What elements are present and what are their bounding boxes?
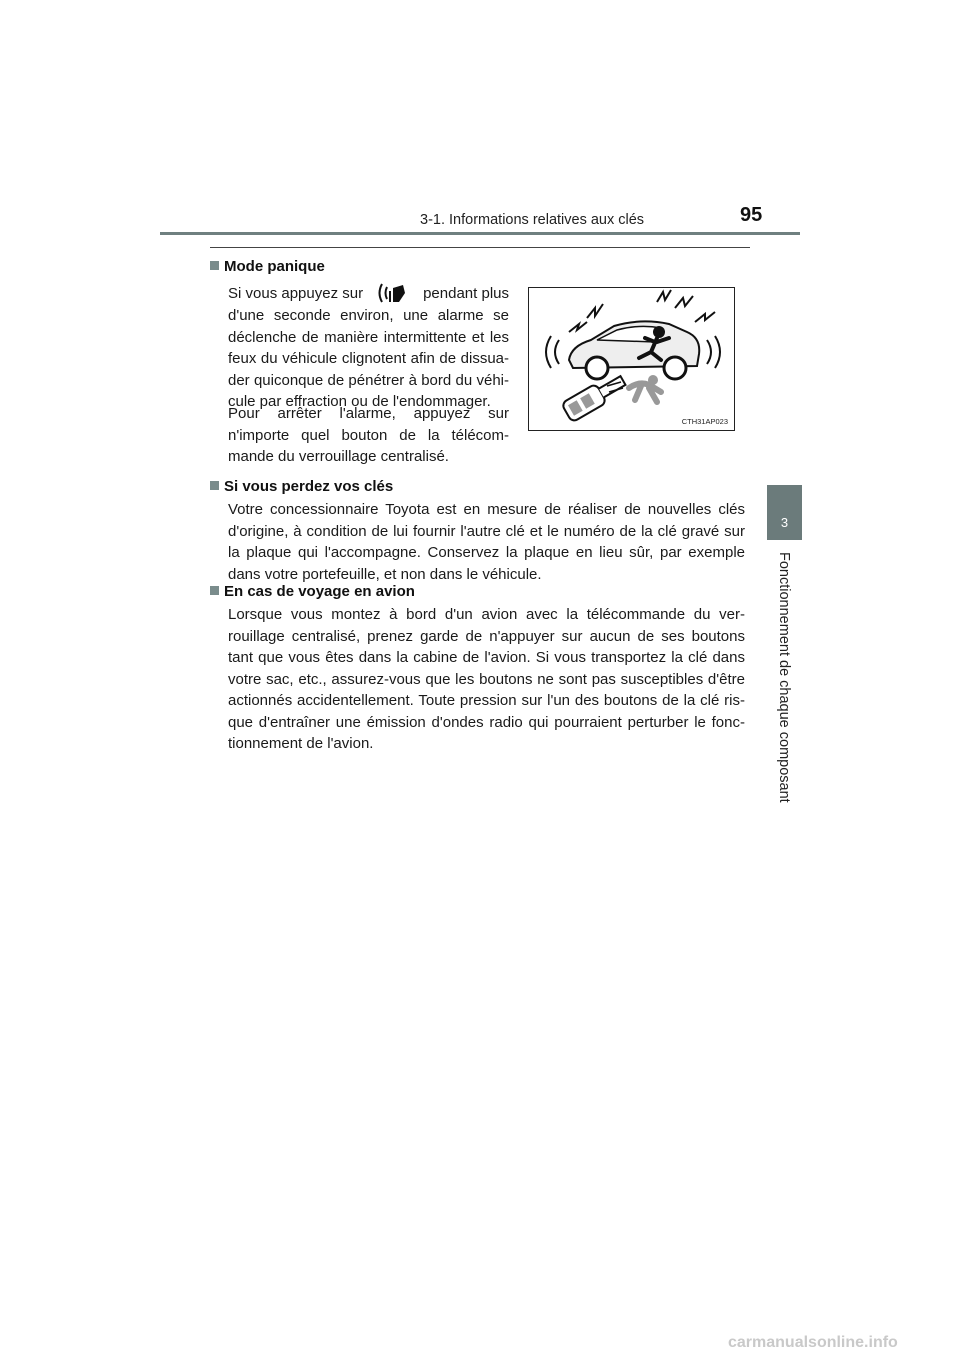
panic-first-line xyxy=(228,283,509,305)
panic-paragraph-1: d'une seconde environ, une alarme se déclenche de manière intermittente et les feux du véhicule clignotent afin de dissua-der quiconque de pénétrer à bord du véhi-cule par effraction ou de l'endommager. xyxy=(228,307,509,410)
square-bullet-icon xyxy=(210,261,219,270)
panic-line-after: pendant plus xyxy=(423,285,509,302)
chapter-tab-number: 3 xyxy=(780,515,789,530)
lost-keys-paragraph: Votre concessionnaire Toyota est en mesure de réaliser de nouvelles clés d'origine, à condition de lui fournir l'autre clé et le numéro de la clé gravé sur la plaque qui l'accompagne. Conservez la plaque en lieu sûr, par exemple dans votre portefeuille, et non dans le véhicule. xyxy=(228,501,745,583)
square-bullet-icon xyxy=(210,481,219,490)
panic-button-icon xyxy=(376,282,408,304)
panic-line-before: Si vous appuyez sur xyxy=(228,285,364,302)
panic-paragraph-2: Pour arrêter l'alarme, appuyez sur n'importe quel bouton de la télécom-mande du verrouillage centralisé. xyxy=(228,405,509,465)
plane-travel-paragraph: Lorsque vous montez à bord d'un avion avec la télécommande du ver-rouillage centralisé, prenez garde de n'appuyer sur aucun de ses boutons tant que vous êtes dans la cabine de l'avion. Si vous transportez la clé dans votre sac, etc., assurez-vous que les boutons ne sont pas susceptibles d'être actionnés accidentellement. Toute pression sur l'un des boutons de la clé ris-que d'entraîner une émission d'ondes radio qui pourraient perturber le fonc-tionnement de l'avion. xyxy=(228,606,745,752)
car-alarm-icon xyxy=(529,288,734,430)
chapter-tab-label: Fonctionnement de chaque composant xyxy=(776,552,792,803)
plane-travel-heading xyxy=(210,583,415,600)
panic-mode-heading-text: Mode panique xyxy=(224,258,325,275)
header-rule xyxy=(160,232,800,235)
square-bullet-icon xyxy=(210,586,219,595)
page-number: 95 xyxy=(740,204,763,226)
chapter-tab xyxy=(767,485,802,540)
site-watermark: carmanualsonline.info xyxy=(728,1334,898,1351)
lost-keys-heading xyxy=(210,478,393,495)
illustration-code: CTH31AP023 xyxy=(681,417,728,426)
plane-travel-heading-text: En cas de voyage en avion xyxy=(224,583,415,600)
panic-alarm-illustration xyxy=(528,287,735,431)
body-rule xyxy=(210,247,750,248)
panic-mode-heading xyxy=(210,258,325,275)
lost-keys-heading-text: Si vous perdez vos clés xyxy=(224,478,394,495)
section-title: 3-1. Informations relatives aux clés xyxy=(420,212,645,228)
